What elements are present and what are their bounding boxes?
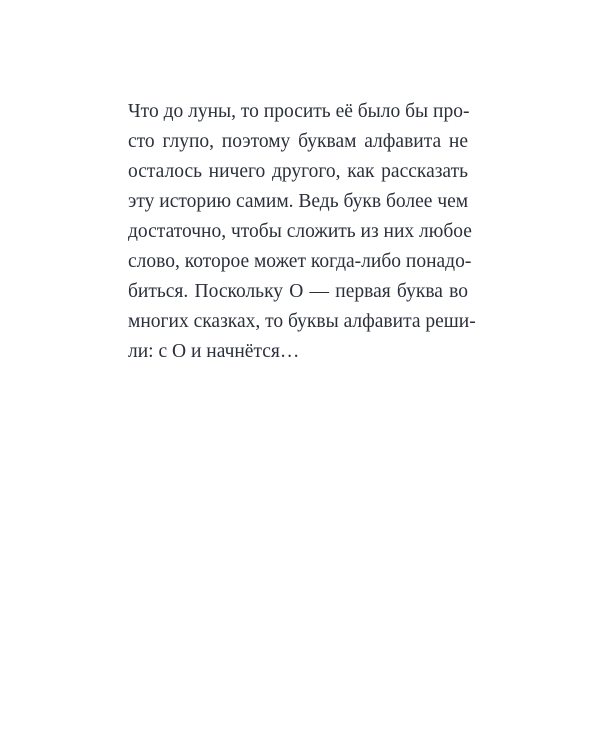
paragraph-line: слово, которое может когда-либо понадо- (128, 251, 472, 272)
paragraph-line: достаточно, чтобы сложить из них любое (128, 221, 472, 242)
paragraph-line: ли: с О и начнётся… (128, 341, 300, 362)
paragraph-line: эту историю самим. Ведь букв более чем (128, 191, 469, 212)
paragraph-line: многих сказках, то буквы алфавита реши- (128, 311, 476, 332)
paragraph-line: биться. Поскольку О — первая буква во (128, 281, 468, 302)
paragraph-line: осталось ничего другого, как рассказать (128, 161, 468, 182)
body-paragraph (128, 97, 476, 367)
paragraph-line: сто глупо, поэтому буквам алфавита не (128, 131, 468, 152)
paragraph-line: Что до луны, то просить её было бы про- (128, 101, 470, 122)
